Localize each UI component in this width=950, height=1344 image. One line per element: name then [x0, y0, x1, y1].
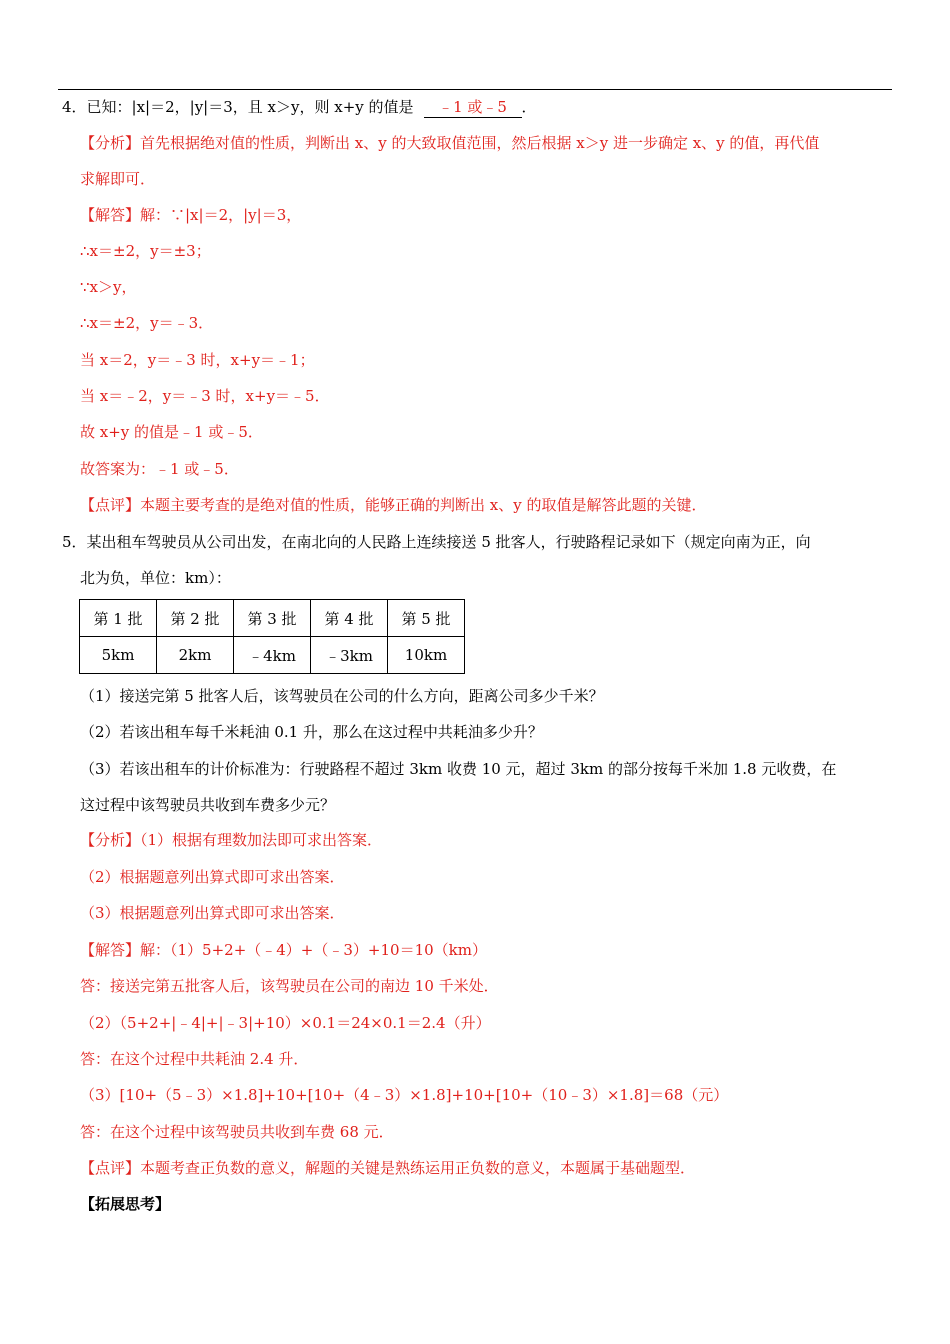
q5-analysis-line: （2）根据题意列出算式即可求出答案． — [80, 868, 345, 886]
q4-solution-line: ∴x＝±2，y＝±3； — [80, 242, 211, 260]
table-cell: ﹣4km — [234, 637, 311, 674]
q4-analysis-line: 求解即可． — [80, 170, 156, 188]
q4-text: 4．已知：|x|＝2，|y|＝3，且 x＞y，则 x+y 的值是 — [62, 98, 414, 116]
q5-stem-line: 北为负，单位：km）： — [80, 569, 231, 587]
q4-end: ． — [521, 98, 537, 116]
q5-question-line: 这过程中该驾驶员共收到车费多少元？ — [80, 796, 336, 814]
q5-comment: 【点评】本题考查正负数的意义，解题的关键是熟练运用正负数的意义，本题属于基础题型． — [80, 1159, 696, 1177]
q4-answer: ﹣1 或﹣5 — [424, 97, 522, 118]
table-cell: 10km — [388, 637, 465, 674]
table-cell: 5km — [80, 637, 157, 674]
q4-solution-line: 故答案为：﹣1 或﹣5． — [80, 460, 239, 478]
q5-solution-line: （3）[10+（5﹣3）×1.8]+10+[10+（4﹣3）×1.8]+10+[10+（10﹣3）×1.8]＝68（元） — [80, 1086, 729, 1104]
q5-analysis-line: 【分析】（1）根据有理数加法即可求出答案． — [80, 831, 383, 849]
q5-solution-line: 答：在这个过程中共耗油 2.4 升． — [80, 1050, 309, 1068]
q5-question-line: （3）若该出租车的计价标准为：行驶路程不超过 3km 收费 10 元，超过 3km 的部分按每千米加 1.8 元收费，在 — [80, 760, 837, 778]
q4-stem — [62, 97, 537, 118]
q4-solution-line: ∴x＝±2，y＝﹣3． — [80, 314, 214, 332]
q4-analysis-line: 【分析】首先根据绝对值的性质，判断出 x、y 的大致取值范围，然后根据 x＞y 进一步确定 x、y 的值，再代值 — [80, 134, 820, 152]
q4-solution-line: 故 x+y 的值是﹣1 或﹣5． — [80, 423, 263, 441]
table-cell: ﹣3km — [311, 637, 388, 674]
q4-comment: 【点评】本题主要考查的是绝对值的性质，能够正确的判断出 x、y 的取值是解答此题的关键． — [80, 496, 707, 514]
q5-solution-line: 【解答】解：（1）5+2+（﹣4）+（﹣3）+10＝10（km） — [80, 941, 487, 959]
q4-solution-line: 当 x＝﹣2，y＝﹣3 时，x+y＝﹣5． — [80, 387, 330, 405]
q4-solution-line: ∵x＞y， — [80, 278, 137, 296]
q5-analysis-line: （3）根据题意列出算式即可求出答案． — [80, 904, 345, 922]
table-header-row — [80, 600, 465, 637]
table-cell: 2km — [157, 637, 234, 674]
q5-stem-line: 5．某出租车驾驶员从公司出发，在南北向的人民路上连续接送 5 批客人，行驶路程记录如下（规定向南为正，向 — [62, 533, 811, 551]
section-heading: 【拓展思考】 — [80, 1195, 171, 1213]
table-header-cell: 第 3 批 — [234, 600, 311, 637]
q5-solution-line: 答：在这个过程中该驾驶员共收到车费 68 元． — [80, 1123, 394, 1141]
q5-question-line: （2）若该出租车每千米耗油 0.1 升，那么在这过程中共耗油多少升？ — [80, 723, 543, 741]
q4-solution-line: 【解答】解：∵|x|＝2，|y|＝3， — [80, 206, 302, 224]
q5-solution-line: （2）（5+2+|﹣4|+|﹣3|+10）×0.1＝24×0.1＝2.4（升） — [80, 1014, 491, 1032]
q5-solution-line: 答：接送完第五批客人后，该驾驶员在公司的南边 10 千米处． — [80, 977, 499, 995]
header-rule — [58, 89, 892, 90]
table-header-cell: 第 1 批 — [80, 600, 157, 637]
trip-table — [79, 599, 465, 674]
table-header-cell: 第 5 批 — [388, 600, 465, 637]
q4-solution-line: 当 x＝2，y＝﹣3 时，x+y＝﹣1； — [80, 351, 315, 369]
table-row — [80, 637, 465, 674]
q5-question-line: （1）接送完第 5 批客人后，该驾驶员在公司的什么方向，距离公司多少千米？ — [80, 687, 604, 705]
table-header-cell: 第 4 批 — [311, 600, 388, 637]
table-header-cell: 第 2 批 — [157, 600, 234, 637]
